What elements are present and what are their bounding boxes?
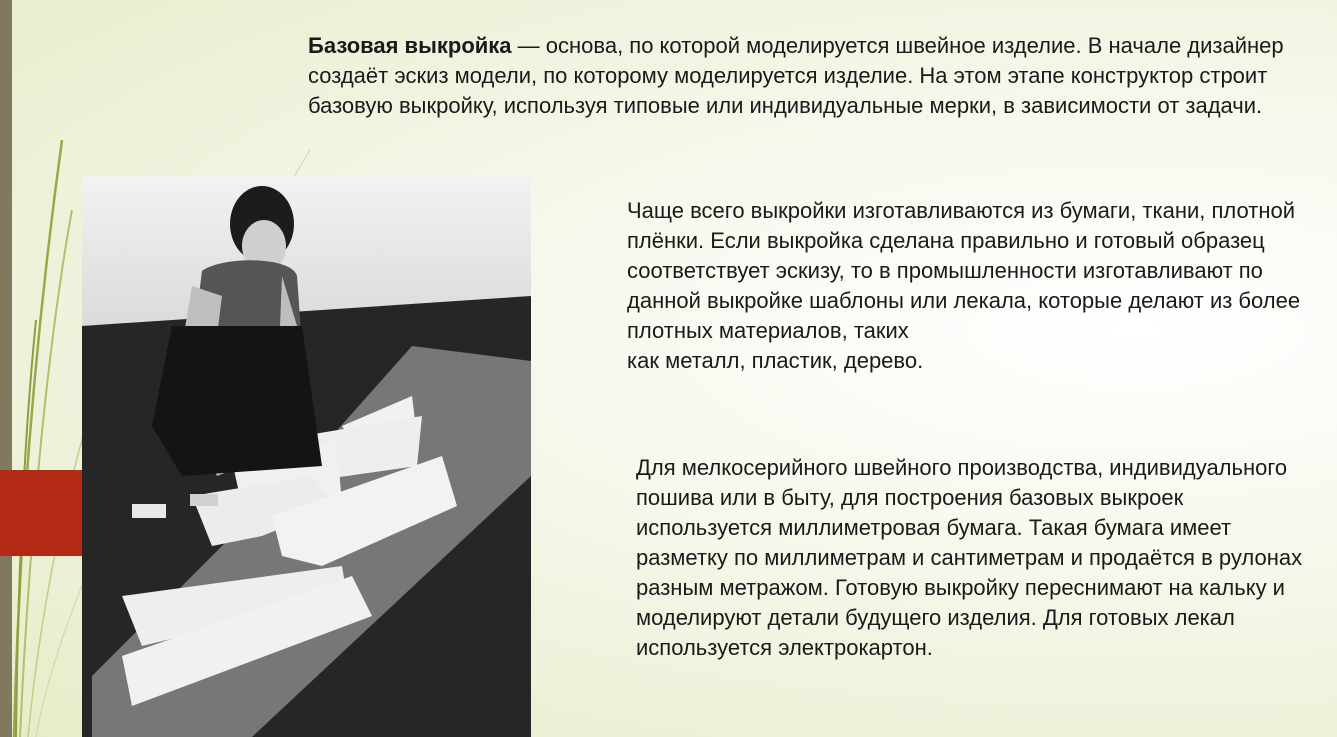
materials-paragraph: Чаще всего выкройки изготавливаются из бумаги, ткани, плотной плёнки. Если выкройка сделана правильно и готовый образец соответствует эскизу, то в промышленности изготавливают по данной выкройке шаблоны или лекала, которые делают из более плотных материалов, таких как металл, пластик, дерево. [627,198,1301,373]
intro-text: — основа, по которой моделируется швейное изделие. В начале дизайнер создаёт эскиз модели, по которому моделируется изделие. На этом этапе конструктор строит базовую выкройку, используя типовые или индивидуальные мерки, в зависимости от задачи. [308,33,1284,118]
red-accent-block [0,470,82,556]
graph-paper-paragraph: Для мелкосерийного швейного производства, индивидуального пошива или в быту, для построения базовых выкроек используется миллиметровая бумага. Такая бумага имеет разметку по миллиметрам и сантиметрам и продаётся в рулонах разным метражом. Готовую выкройку переснимают на кальку и моделируют детали будущего изделия. Для готовых лекал используется электрокартон. [636,455,1303,660]
term-bold: Базовая выкройка [308,33,512,58]
sewing-pattern-photo [82,176,531,737]
intro-paragraph [308,31,1318,121]
